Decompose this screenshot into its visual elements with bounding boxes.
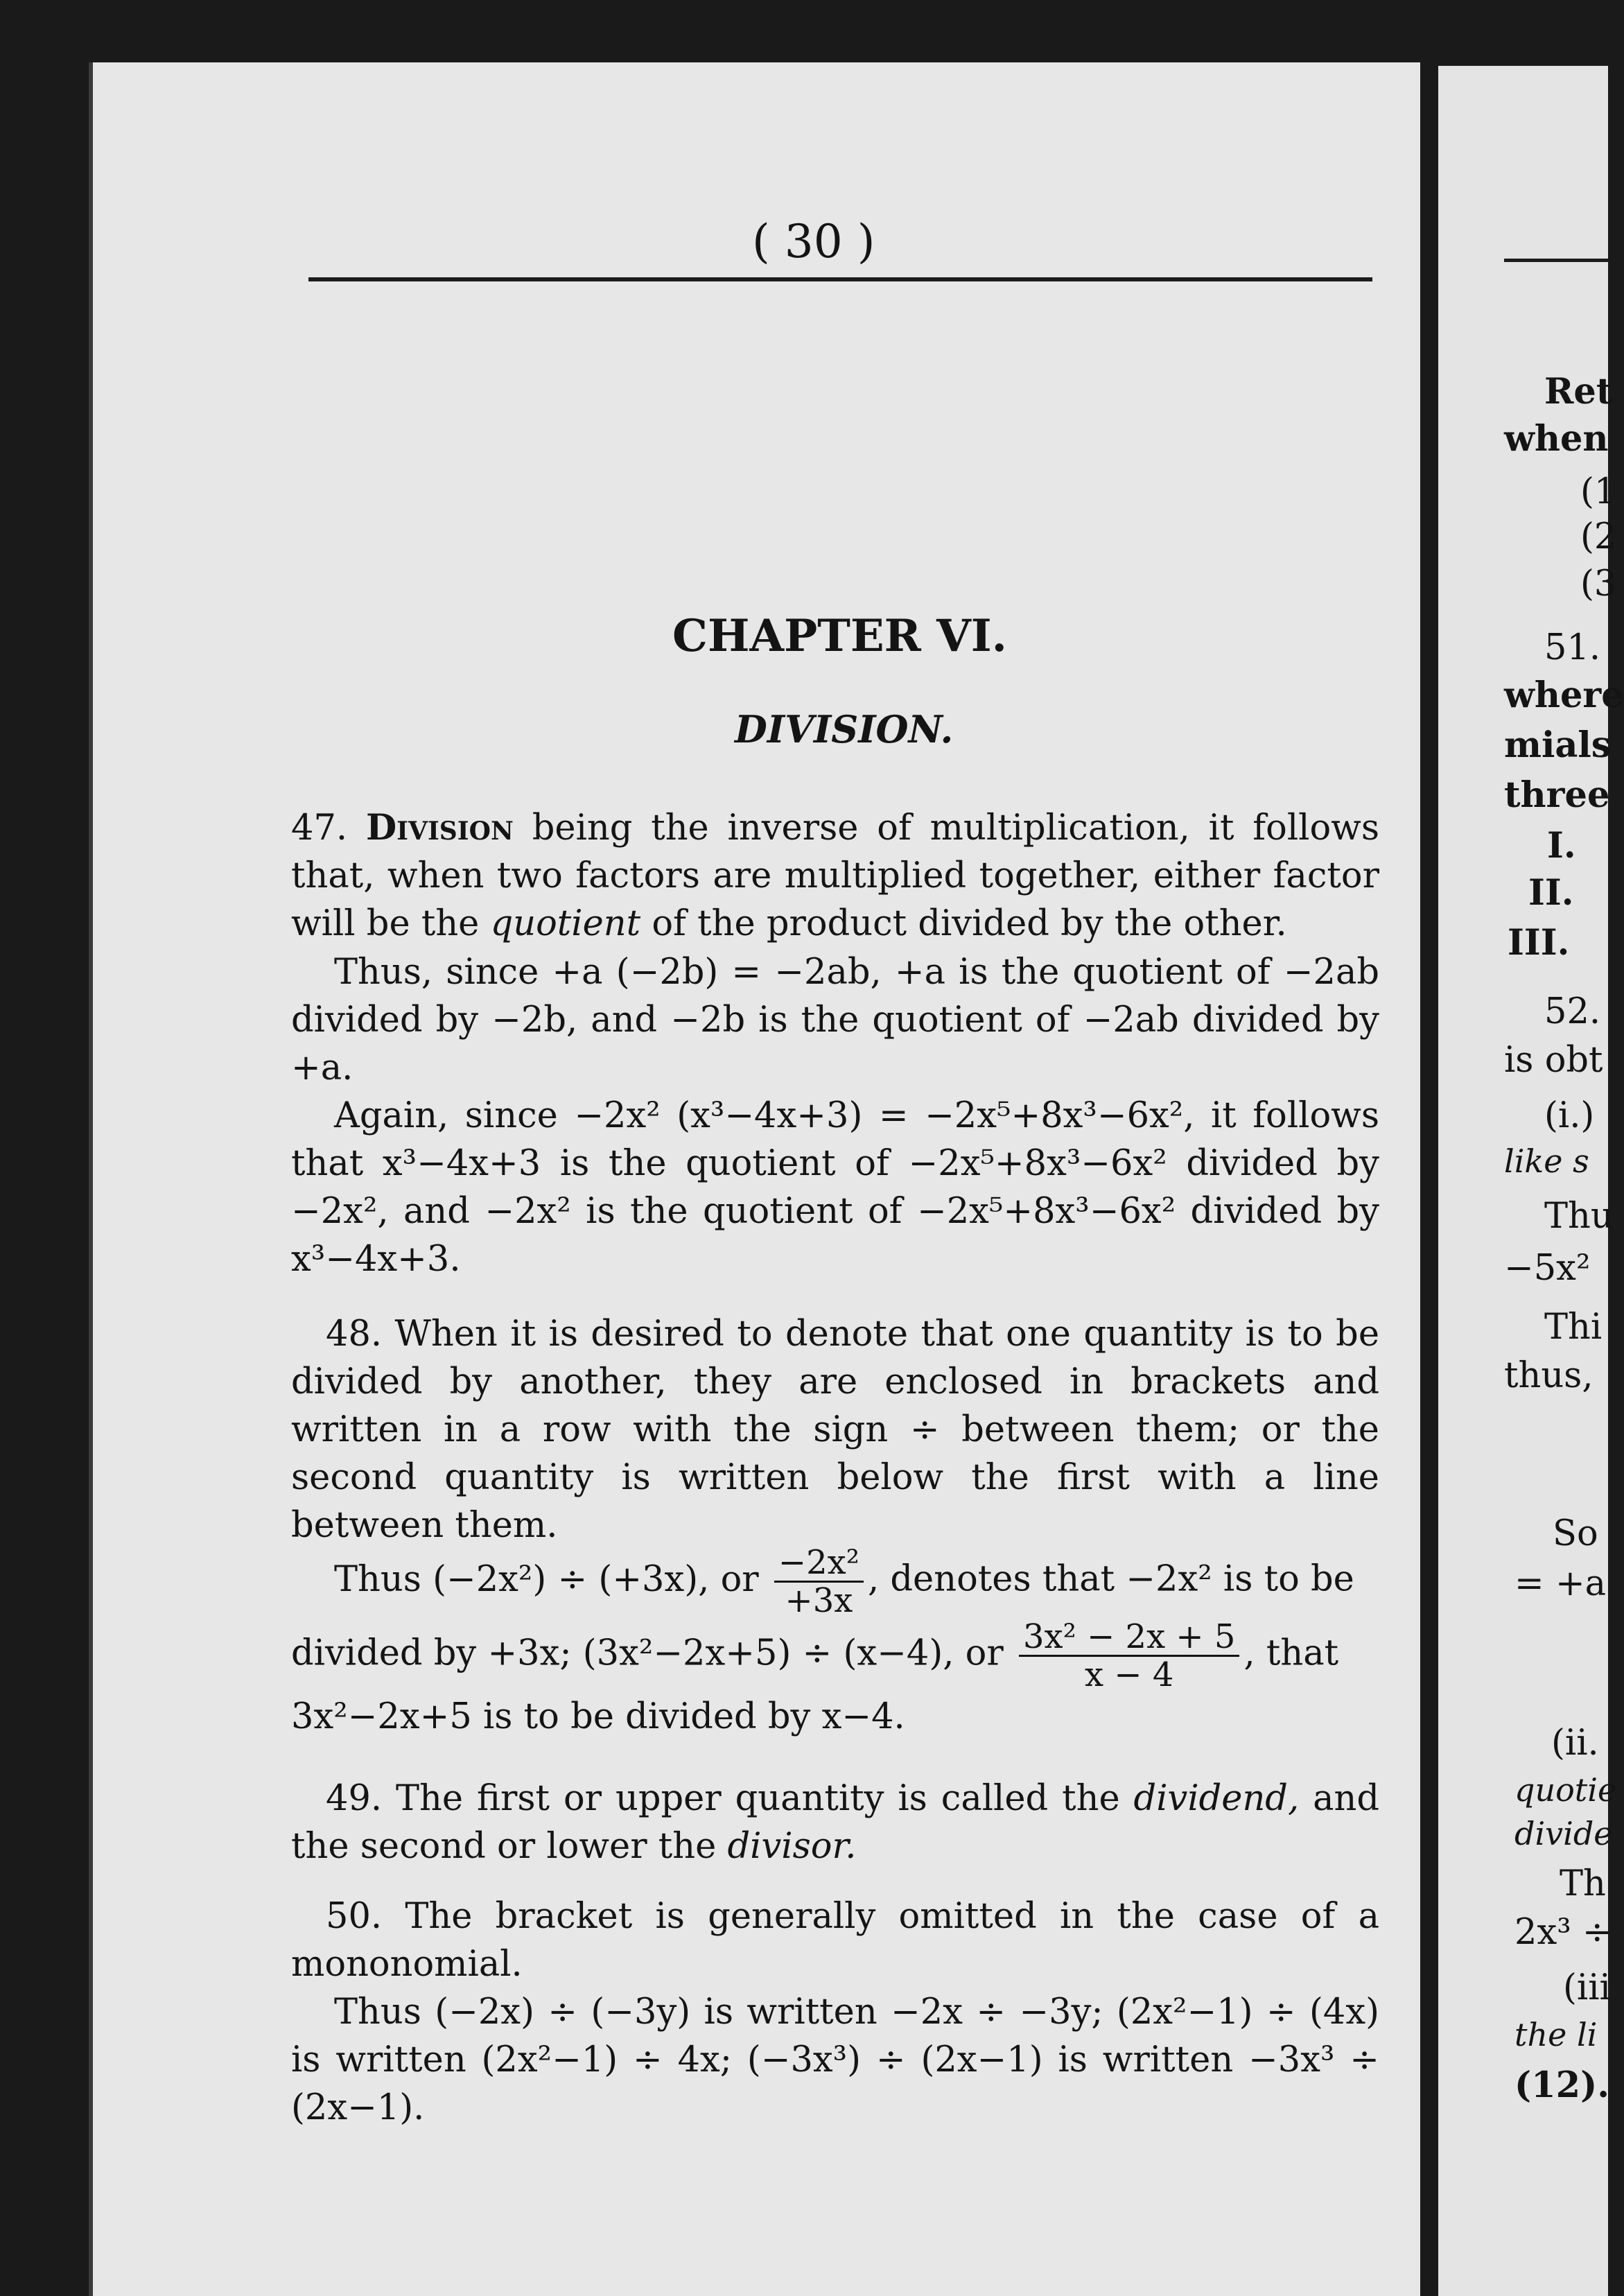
right-fragment: (ii.	[1551, 1723, 1599, 1764]
right-fragment: = +a	[1514, 1563, 1607, 1604]
right-fragment: Thu	[1544, 1196, 1614, 1237]
right-fragment: 52.	[1544, 991, 1601, 1032]
paragraph-50-example: Thus (−2x) ÷ (−3y) is written −2x ÷ −3y; (2x²−1) ÷ (4x) is written (2x²−1) ÷ 4x; (−3x³) ÷ (2x−1) is written −3x³ ÷ (2x−1).	[291, 1992, 1379, 2128]
right-fragment: when	[1504, 418, 1609, 460]
paragraph-48: 48. When it is desired to denote that one quantity is to be divided by another, they are enclosed in brackets and written in a row with the sign ÷ between them; or the second quantity is written below the first with a line between them.	[291, 1314, 1379, 1546]
fraction-2	[1019, 1619, 1239, 1693]
paragraph-50: 50. The bracket is generally omitted in the case of a mononomial.	[291, 1896, 1379, 1985]
right-fragment: like s	[1504, 1142, 1589, 1180]
page-number: ( 30 )	[752, 215, 875, 268]
right-fragment: where	[1504, 675, 1624, 716]
right-fragment: II.	[1528, 872, 1574, 914]
term-divisor: divisor.	[727, 1826, 857, 1867]
term-division: Division	[365, 807, 514, 849]
right-fragment: quotie	[1514, 1771, 1617, 1809]
section-title: DIVISION.	[735, 707, 954, 751]
right-fragment: (1	[1580, 471, 1617, 512]
chapter-title: CHAPTER VI.	[672, 610, 1007, 662]
right-fragment: the li	[1514, 2016, 1598, 2053]
right-fragment: Th	[1560, 1863, 1606, 1904]
right-fragment: III.	[1508, 922, 1570, 964]
right-fragment: is obt	[1504, 1040, 1603, 1081]
right-header-rule	[1504, 259, 1608, 262]
paragraph-text: of the product divided by the other.	[640, 903, 1287, 944]
right-fragment: So	[1553, 1513, 1598, 1554]
right-fragment: mials	[1504, 724, 1612, 766]
right-fragment: I.	[1547, 825, 1576, 867]
paragraph-47-example-2: Again, since −2x² (x³−4x+3) = −2x⁵+8x³−6x², it follows that x³−4x+3 is the quotient of −2x⁵+8x³−6x² divided by −2x², and −2x² is the quotient of −2x⁵+8x³−6x² divided by x³−4x+3.	[291, 1095, 1379, 1280]
paragraph-47	[291, 804, 1379, 948]
fraction-denominator: x − 4	[1085, 1655, 1174, 1694]
right-fragment: (3	[1580, 564, 1617, 605]
right-fragment: 2x³ ÷	[1514, 1912, 1612, 1953]
paragraph-text: being the inverse of multiplication, it follows that, when two factors are multiplied together, either factor will be the	[291, 808, 1379, 944]
example-text: , that 3x²−2x+5 is to be divided by x−4.	[291, 1633, 1339, 1737]
fraction-numerator: −2x²	[774, 1545, 864, 1583]
example-text: , denotes that −2x² is to be divided by +3x; (3x²−2x+5) ÷ (x−4), or	[291, 1558, 1354, 1674]
paragraph-number: 47.	[291, 808, 348, 849]
paragraph-text: 49. The first or upper quantity is called the	[326, 1778, 1134, 1819]
right-fragment: 51.	[1544, 627, 1601, 668]
right-fragment: −5x²	[1504, 1248, 1591, 1289]
right-fragment: divide	[1514, 1815, 1613, 1852]
paragraph-47-example-1: Thus, since +a (−2b) = −2ab, +a is the quotient of −2ab divided by −2b, and −2b is the quotient of −2ab divided by +a.	[291, 952, 1379, 1088]
right-fragment: (12).	[1514, 2064, 1609, 2106]
right-fragment: Ret	[1544, 371, 1613, 412]
fraction-1	[774, 1545, 864, 1619]
term-dividend: dividend,	[1133, 1778, 1300, 1819]
term-quotient: quotient	[490, 903, 641, 944]
right-fragment: three	[1504, 774, 1610, 816]
header-rule	[308, 277, 1372, 281]
right-fragment: (iii	[1563, 1967, 1611, 2008]
fraction-denominator: +3x	[785, 1581, 853, 1620]
right-fragment: thus,	[1504, 1355, 1594, 1396]
paragraph-48-example	[291, 1545, 1379, 1741]
example-text: Thus (−2x²) ÷ (+3x), or	[334, 1558, 759, 1600]
paragraph-text: and the second or lower the	[291, 1778, 1379, 1867]
right-fragment: (i.)	[1544, 1095, 1595, 1136]
right-fragment: Thi	[1544, 1307, 1603, 1348]
right-fragment: (2	[1580, 516, 1617, 557]
fraction-numerator: 3x² − 2x + 5	[1019, 1619, 1239, 1657]
paragraph-49	[291, 1775, 1379, 1870]
